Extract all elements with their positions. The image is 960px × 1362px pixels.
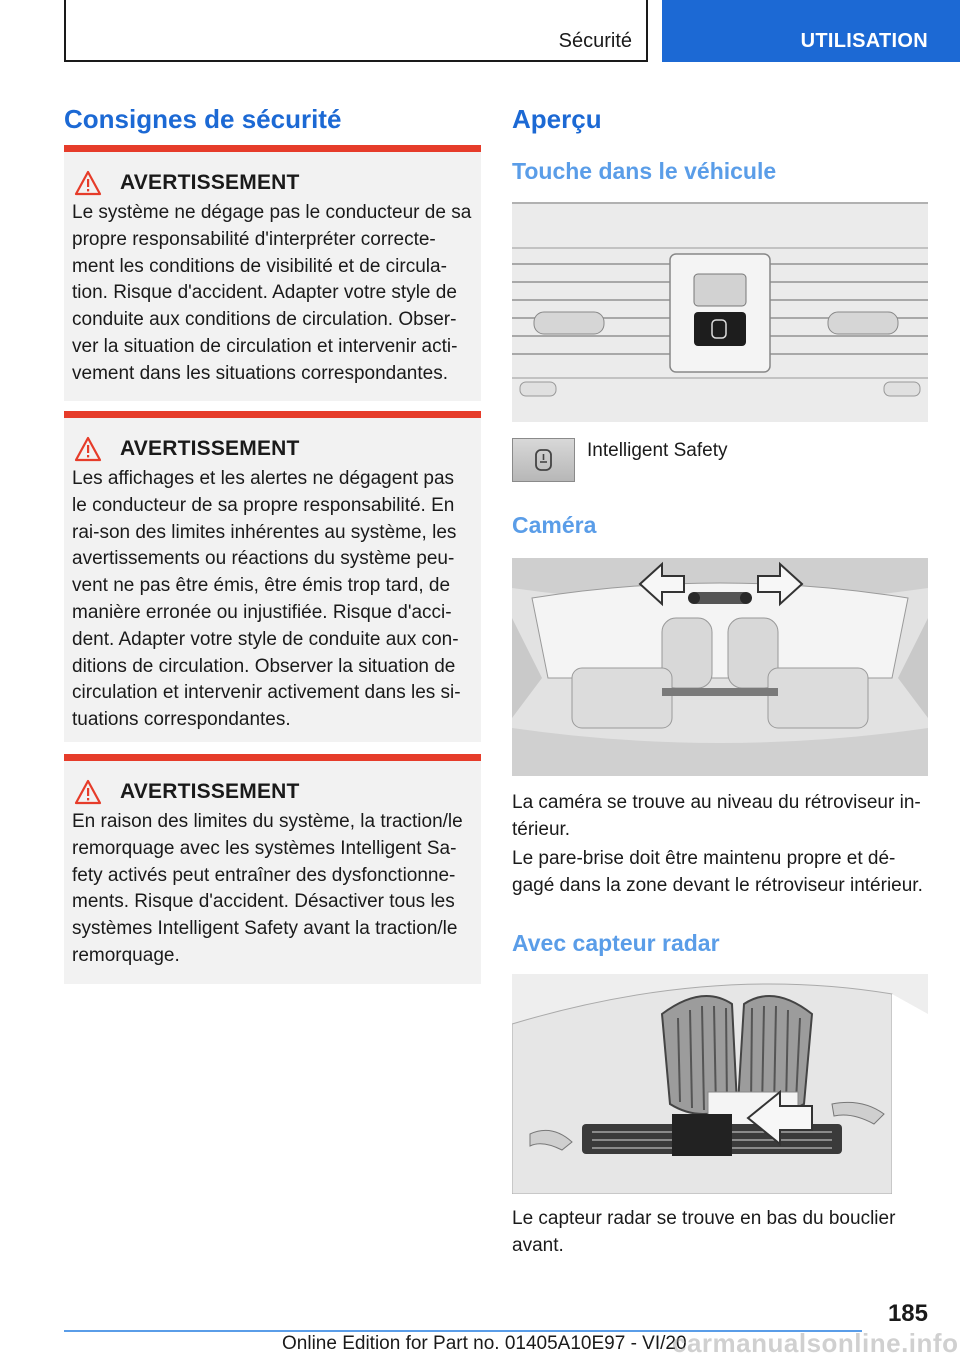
page-number: 185 [887,1300,928,1327]
button-label: Intelligent Safety [587,440,728,461]
warning-text: Le système ne dégage pas le conducteur de sa propre responsabilité d'interpréter correcte-ment les conditions de visibilité et de circula-tion. Risque d'accident. Adapter votre style de conduite aux conditions de circulation. Obser-ver la situation de circulation et intervenir acti-vement dans les situations correspondantes. [72,202,472,384]
camera-paragraph-2: Le pare-brise doit être maintenu propre et dé-gagé dans la zone devant le rétroviseur intérieur. [512,848,923,896]
header-chapter-box [662,0,960,62]
dashboard-illustration [512,202,928,422]
warning-text: Les affichages et les alertes ne dégagent pas le conducteur de sa propre responsabilité. En rai-son des limites inhérentes au système, les avertissements ou réactions du système peu-vent ne pas être émis, être émis trop tard, de manière erronée ou injustifiée. Risque d'acci-dent. Adapter votre style de conduite aux con-ditions de circulation. Observer la situation de circulation et intervenir activement dans les si-tuations correspondantes. [72,468,461,731]
warning-text: En raison des limites du système, la traction/le remorquage avec les systèmes Intelligent Sa-fety activés peut entraîner des dysfonctionne-ments. Risque d'accident. Désactiver tous les systèmes Intelligent Safety avant la traction/le remorquage. [72,811,463,966]
camera-subheading: Caméra [512,512,597,538]
chapter-title: UTILISATION [800,30,928,52]
intelligent-safety-button-icon [512,438,575,482]
overview-heading: Aperçu [512,104,602,134]
warning-triangle-icon [74,436,102,462]
warning-box-3 [64,754,481,984]
warning-triangle-icon [74,170,102,196]
dashboard-button-image [512,202,928,422]
header-section-box [64,0,648,62]
warning-title: AVERTISSEMENT [120,437,300,460]
radar-paragraph: Le capteur radar se trouve en bas du bouclier avant. [512,1208,896,1256]
safety-symbol-icon [513,439,574,481]
camera-paragraph-1: La caméra se trouve au niveau du rétroviseur in-térieur. [512,792,921,840]
radar-subheading: Avec capteur radar [512,930,720,956]
edition-text: Online Edition for Part no. 01405A10E97 - VI/20 [282,1333,687,1354]
warning-box-1 [64,145,481,401]
radar-image [512,974,928,1194]
warning-box-2 [64,411,481,742]
interior-illustration [512,558,928,776]
warning-title: AVERTISSEMENT [120,780,300,803]
button-subheading: Touche dans le véhicule [512,158,777,184]
safety-heading: Consignes de sécurité [64,104,342,134]
camera-image [512,558,928,776]
section-title: Sécurité [558,30,632,52]
bumper-illustration [512,974,928,1194]
watermark: carmanualsonline.info [672,1328,959,1358]
warning-title: AVERTISSEMENT [120,171,300,194]
warning-triangle-icon [74,779,102,805]
